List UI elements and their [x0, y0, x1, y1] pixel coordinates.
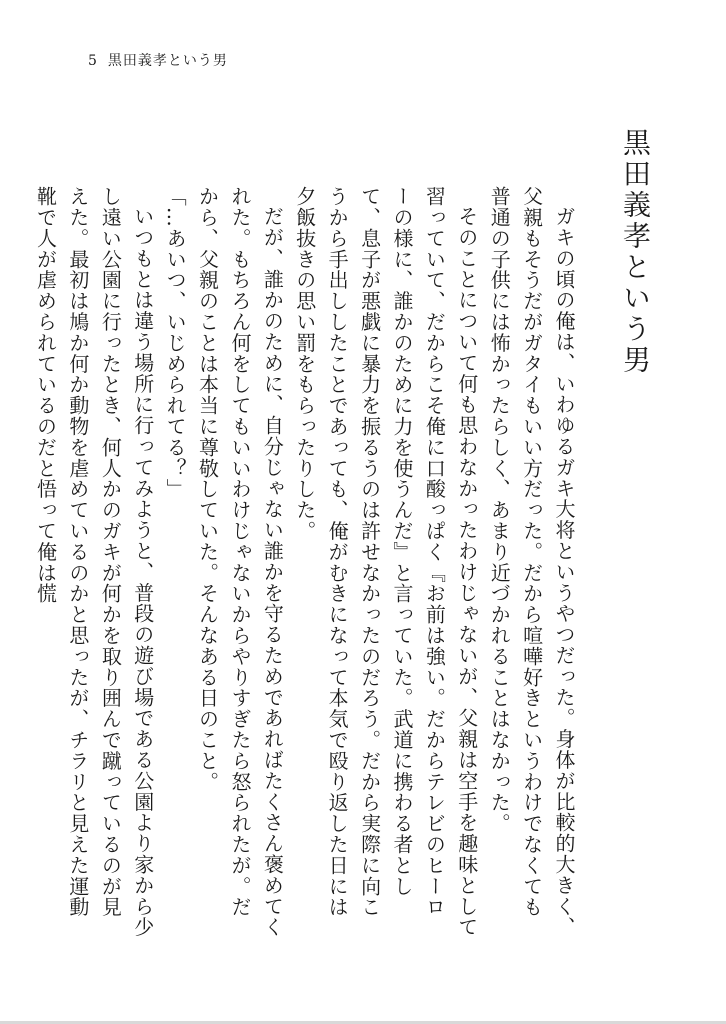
dialogue-line: 「…あいつ、いじめられてる？」: [163, 186, 188, 500]
paragraph: ガキの頃の俺は、いわゆるガキ大将というやつだった。身体が比較的大きく、父親もそうだがガタイもいい方だった。だから喧嘩好きというわけでなくても普通の子供には怖かったらしく、あまり近づかれることはなかった。: [487, 186, 576, 938]
body-text: [29, 186, 580, 938]
paragraph: いつもとは違う場所に行ってみようと、普段の遊び場である公園より家から少し遠い公園に行ったとき、何人かのガキが何かを取り囲んで蹴っているのが見えた。最初は鳩か何か動物を虐めているのかと思ったが、チラリと見えた運動靴で人が虐められているのだと悟って俺は慌: [33, 186, 155, 938]
running-header: [88, 52, 228, 70]
page-number: 5: [88, 53, 98, 69]
paragraph: そのことについて何も思わなかったわけじゃないが、父親は空手を趣味として習っていて、だからこそ俺に口酸っぱく『お前は強い。だからテレビのヒーローの様に、誰かのために力を使うんだ』と言っていた。武道に携わる者として、息子が悪戯に暴力を振るうのは許せなかったのだろう。だから実際に向こうから手出ししたことであっても、俺がむきになって本気で殴り返した日には夕飯抜きの思い罰をもらったりした。: [292, 186, 479, 938]
running-title: 黒田義孝という男: [107, 53, 228, 69]
paragraph: だが、誰かのために、自分じゃない誰かを守るためであればたくさん褒めてくれた。もちろん何をしてもいいわけじゃないからやりすぎたら怒られたが。だから、父親のことは本当に尊敬していた。そんなある日のこと。: [195, 186, 285, 938]
chapter-title: 黒田義孝という男: [619, 128, 652, 376]
